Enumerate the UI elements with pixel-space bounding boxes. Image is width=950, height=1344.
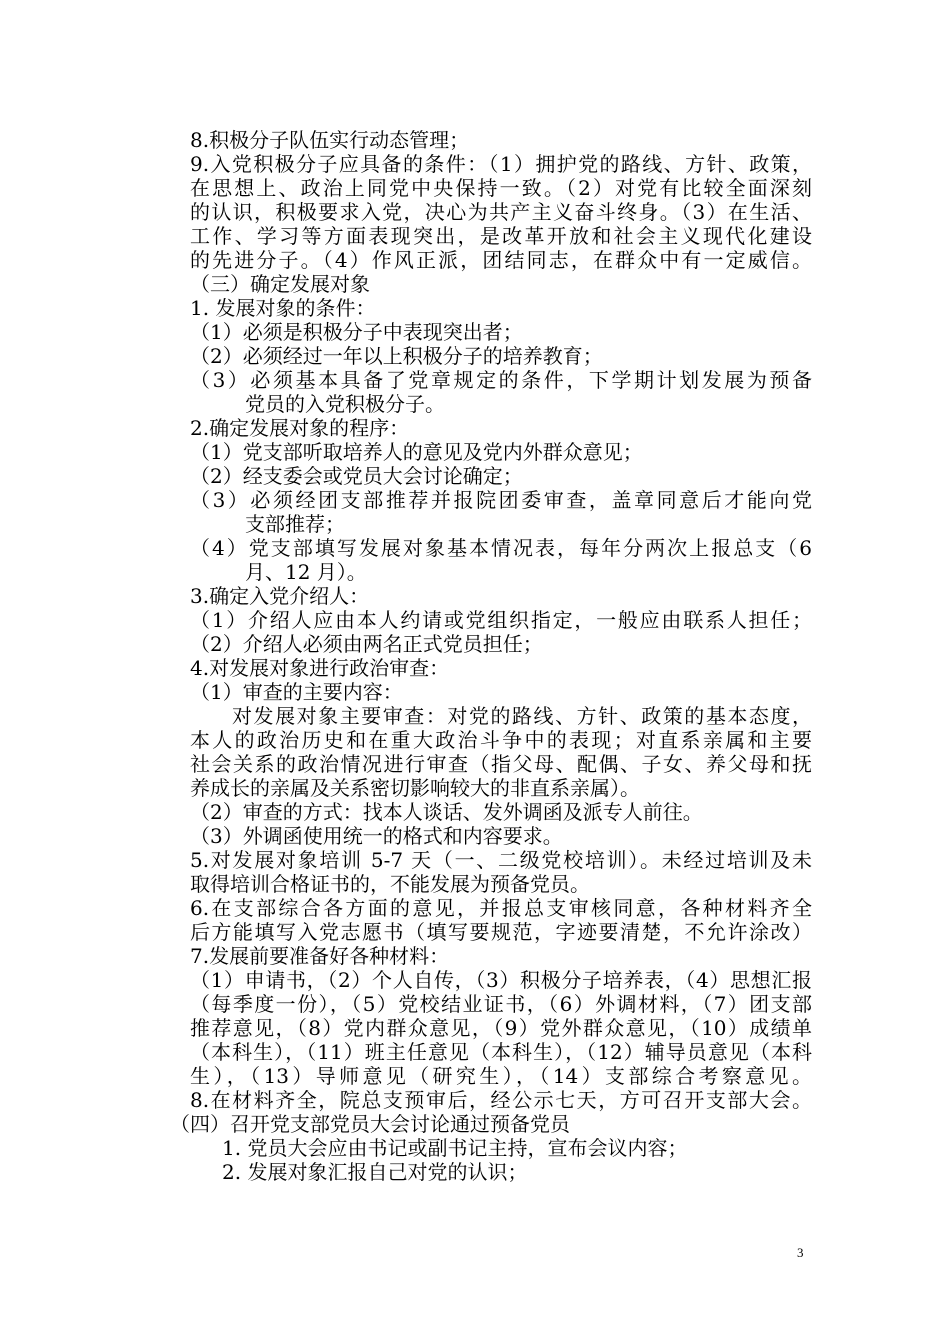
text-line: 1. 党员大会应由书记或副书记主持，宣布会议内容； — [222, 1136, 688, 1160]
text-line: （1）审查的主要内容： — [190, 680, 403, 704]
text-line: 2.确定发展对象的程序： — [190, 416, 410, 440]
text-line: 4.对发展对象进行政治审查： — [190, 656, 450, 680]
text-line: 养成长的亲属及关系密切影响较大的非直系亲属）。 — [190, 776, 640, 800]
text-line: 社会关系的政治情况进行审查（指父母、配偶、子女、养父母和抚 — [190, 752, 812, 776]
text-line: 对发展对象主要审查：对党的路线、方针、政策的基本态度， — [232, 704, 812, 728]
text-line: 3.确定入党介绍人： — [190, 584, 370, 608]
text-line: （本科生），（11）班主任意见（本科生），（12）辅导员意见（本科 — [190, 1040, 812, 1064]
text-line: （1）必须是积极分子中表现突出者； — [190, 320, 523, 344]
text-line: （1）申请书，（2）个人自传，（3）积极分子培养表，（4）思想汇报 — [190, 968, 812, 992]
text-line: 月、12 月）。 — [245, 560, 367, 584]
text-line: （2）审查的方式：找本人谈话、发外调函及派专人前往。 — [190, 800, 703, 824]
text-line: 本人的政治历史和在重大政治斗争中的表现；对直系亲属和主要 — [190, 728, 812, 752]
text-line: 推荐意见，（8）党内群众意见，（9）党外群众意见，（10）成绩单 — [190, 1016, 812, 1040]
text-line: （4）党支部填写发展对象基本情况表，每年分两次上报总支（6 — [190, 536, 812, 560]
text-line: 8.在材料齐全，院总支预审后，经公示七天，方可召开支部大会。 — [190, 1088, 812, 1112]
text-line: 7.发展前要准备好各种材料： — [190, 944, 450, 968]
page-number: 3 — [797, 1245, 804, 1260]
text-line: 的先进分子。（4）作风正派，团结同志，在群众中有一定威信。 — [190, 248, 812, 272]
section-heading: （四）召开党支部党员大会讨论通过预备党员 — [170, 1112, 570, 1136]
text-line: 支部推荐； — [245, 512, 345, 536]
text-line: 2. 发展对象汇报自己对党的认识； — [222, 1160, 528, 1184]
text-line: 8.积极分子队伍实行动态管理； — [190, 128, 470, 152]
text-line: （2）介绍人必须由两名正式党员担任； — [190, 632, 543, 656]
text-line: 1. 发展对象的条件： — [190, 296, 376, 320]
text-line: （2）必须经过一年以上积极分子的培养教育； — [190, 344, 603, 368]
text-line: 生），（13）导师意见（研究生），（14）支部综合考察意见。 — [190, 1064, 812, 1088]
text-line: （3）必须基本具备了党章规定的条件，下学期计划发展为预备 — [190, 368, 812, 392]
text-line: （每季度一份），（5）党校结业证书，（6）外调材料，（7）团支部 — [190, 992, 812, 1016]
text-line: 在思想上、政治上同党中央保持一致。（2）对党有比较全面深刻 — [190, 176, 812, 200]
text-line: （3）外调函使用统一的格式和内容要求。 — [190, 824, 563, 848]
text-line: 党员的入党积极分子。 — [245, 392, 445, 416]
text-line: 工作、学习等方面表现突出，是改革开放和社会主义现代化建设 — [190, 224, 812, 248]
text-line: 的认识，积极要求入党，决心为共产主义奋斗终身。（3）在生活、 — [190, 200, 812, 224]
text-line: （2）经支委会或党员大会讨论确定； — [190, 464, 523, 488]
text-line: （1）介绍人应由本人约请或党组织指定，一般应由联系人担任； — [190, 608, 812, 632]
text-line: 后方能填写入党志愿书（填写要规范，字迹要清楚，不允许涂改） — [190, 920, 812, 944]
text-line: 取得培训合格证书的，不能发展为预备党员。 — [190, 872, 590, 896]
section-heading: （三）确定发展对象 — [190, 272, 370, 296]
text-line: 9.入党积极分子应具备的条件：（1）拥护党的路线、方针、政策， — [190, 152, 812, 176]
text-line: （1）党支部听取培养人的意见及党内外群众意见； — [190, 440, 643, 464]
text-line: （3）必须经团支部推荐并报院团委审查，盖章同意后才能向党 — [190, 488, 812, 512]
text-line: 5.对发展对象培训 5-7 天（一、二级党校培训）。未经过培训及未 — [190, 848, 812, 872]
text-line: 6.在支部综合各方面的意见，并报总支审核同意，各种材料齐全 — [190, 896, 812, 920]
